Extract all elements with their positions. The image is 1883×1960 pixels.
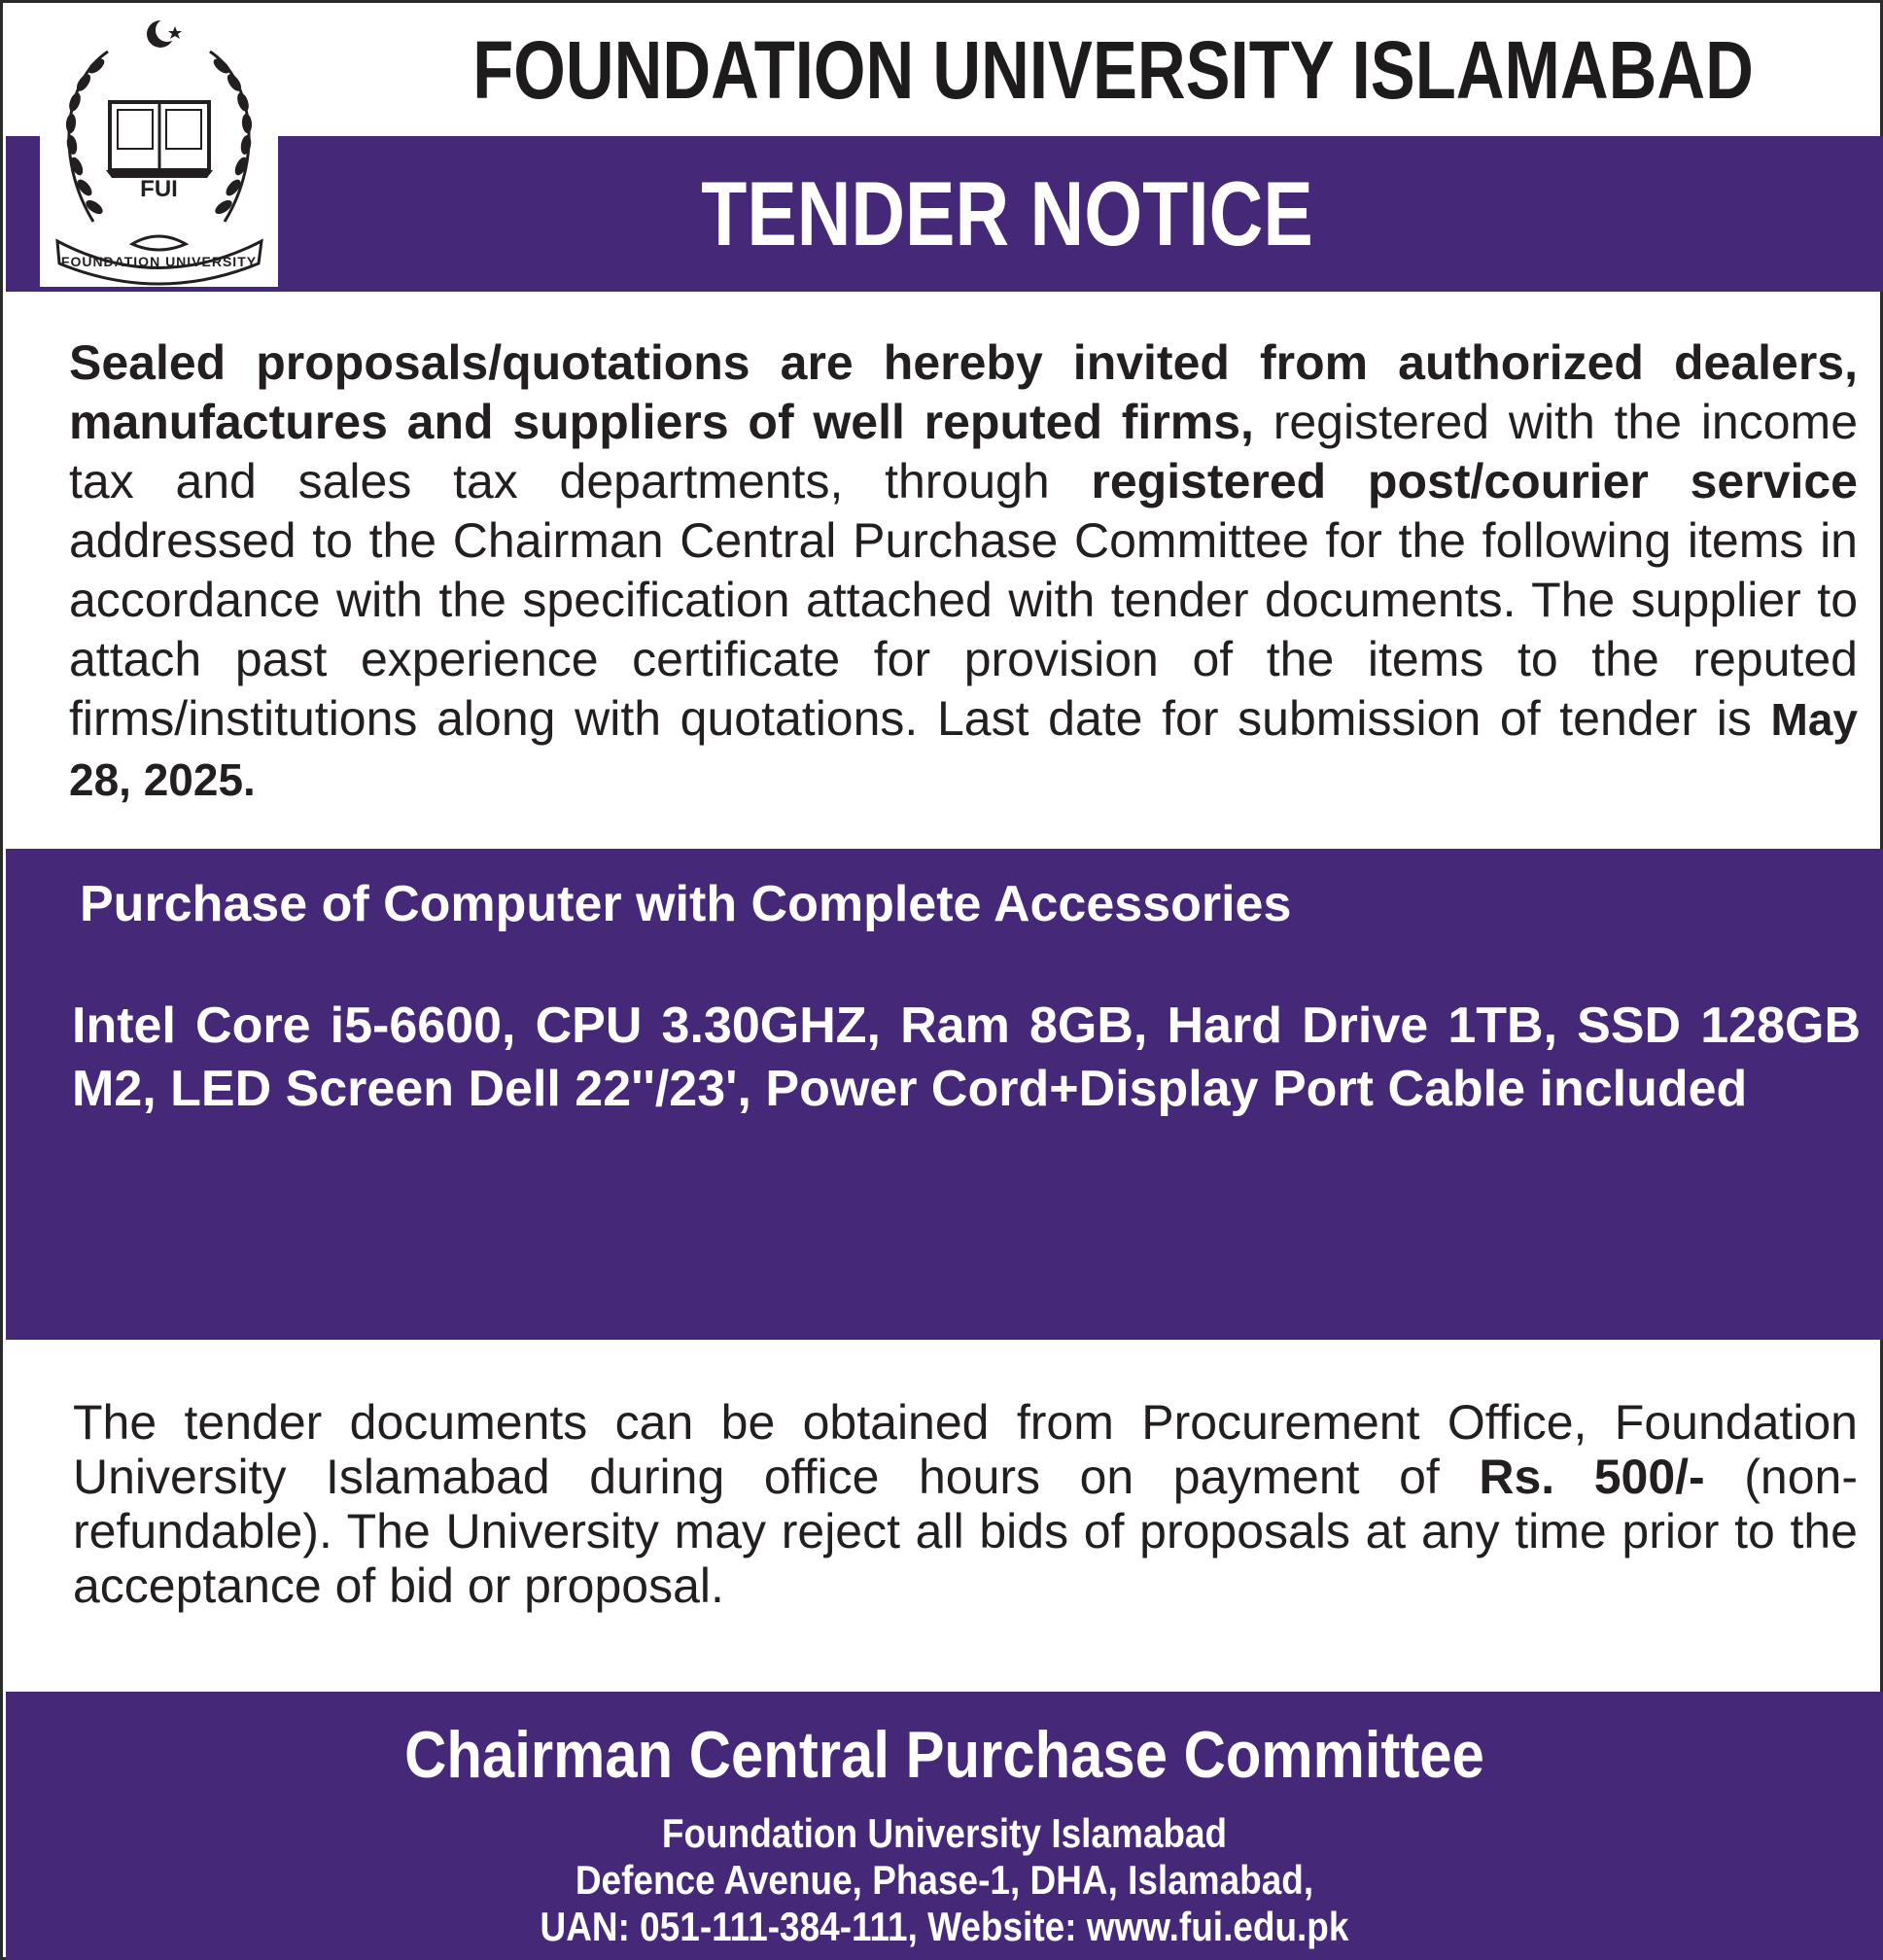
contact-line: UAN: 051-111-384-111, Website: www.fui.edu.pk <box>540 1904 1349 1949</box>
notice-title: TENDER NOTICE <box>701 162 1313 264</box>
intro-text-2: addressed to the Chairman Central Purchase Committee for the following items in accordance with the specification attached with tender documents. The supplier to attach past experience certificate for provision of the items to the reputed firms/institutions along with quotations. Last date for submission of tender is <box>69 513 1858 746</box>
logo-emblem-icon <box>40 13 278 287</box>
university-logo <box>40 13 278 287</box>
signatory-title: Chairman Central Purchase Committee <box>404 1718 1484 1792</box>
tender-documents-paragraph <box>73 1395 1858 1613</box>
university-name: FOUNDATION UNIVERSITY ISLAMABAD <box>472 24 1754 116</box>
footer-band <box>6 1692 1883 1960</box>
address-line-1: Foundation University Islamabad <box>661 1810 1228 1856</box>
intro-text-1: registered with the income tax and sales tax departments, through <box>69 395 1859 508</box>
intro-bold-delivery: registered post/courier service <box>1091 454 1858 508</box>
intro-paragraph <box>69 333 1858 810</box>
items-band <box>6 849 1883 1340</box>
intro-bold-invitation: Sealed proposals/quotations are hereby invited from authorized dealers, manufactures and suppliers of well reputed firms, <box>69 335 1858 449</box>
address-line-2: Defence Avenue, Phase-1, DHA, Islamabad, <box>575 1857 1314 1903</box>
docs-text-1: The tender documents can be obtained from Procurement Office, Foundation University Islamabad during office hours on payment of <box>73 1395 1858 1504</box>
docs-fee: Rs. 500/- <box>1479 1450 1705 1504</box>
logo-ring-text: FOUNDATION UNIVERSITY <box>60 254 258 269</box>
item-specification: Intel Core i5-6600, CPU 3.30GHZ, Ram 8GB, Hard Drive 1TB, SSD 128GB M2, LED Screen Dell 22''/23', Power Cord+Display Port Cable included <box>72 998 1861 1117</box>
docs-text-2: (non-refundable). The University may reject all bids of proposals at any time prior to the acceptance of bid or proposal. <box>73 1450 1858 1613</box>
last-date: May 28, 2025. <box>69 694 1858 805</box>
item-title: Purchase of Computer with Complete Accessories <box>80 876 1292 932</box>
header-band <box>6 136 1883 292</box>
logo-abbrev: FUI <box>140 176 178 202</box>
